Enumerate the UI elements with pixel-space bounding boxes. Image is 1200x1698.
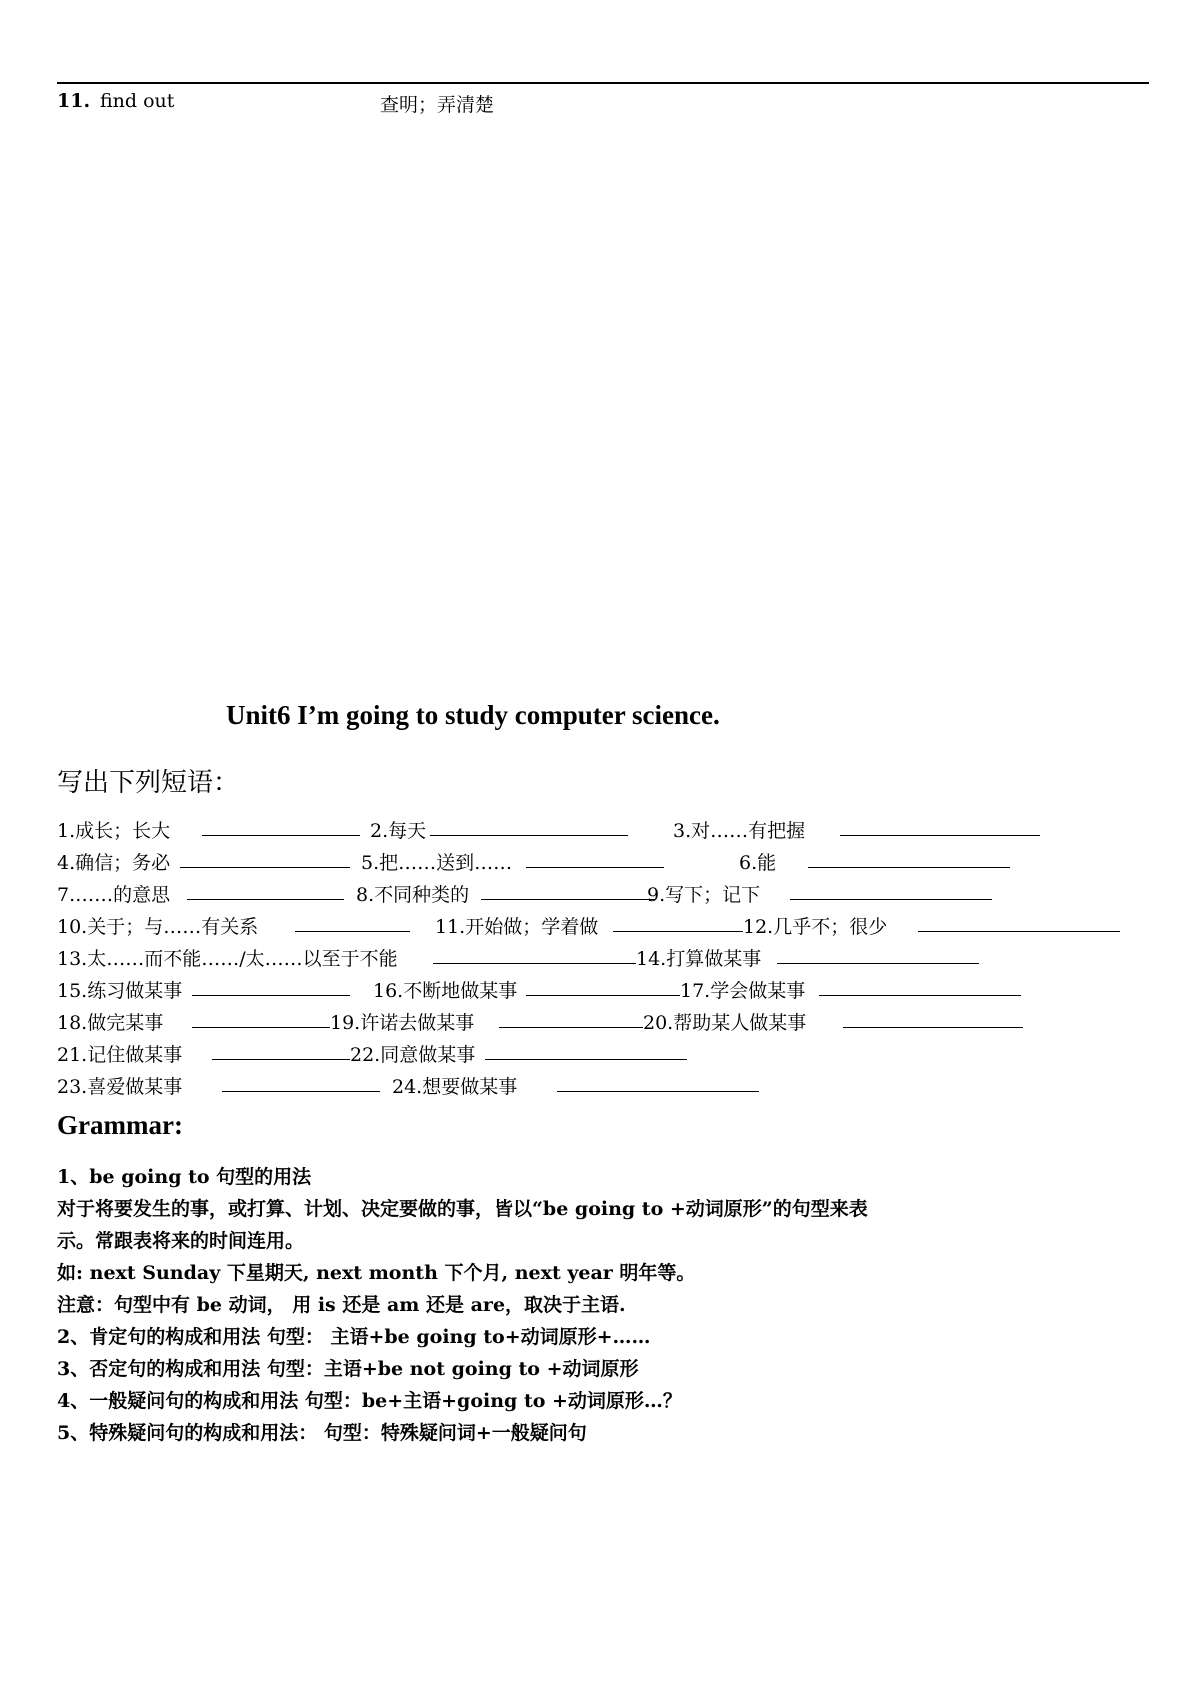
answer-blank[interactable]	[433, 944, 636, 964]
grammar-line: 2、肯定句的构成和用法 句型： 主语+be going to+动词原形+……	[57, 1326, 651, 1348]
grammar-line: 3、否定句的构成和用法 句型：主语+be not going to +动词原形	[57, 1358, 639, 1380]
phrase-prompt: 19.许诺去做某事	[330, 1012, 475, 1034]
phrase-prompt: 6.能	[739, 852, 777, 874]
phrase-prompt: 11.开始做；学着做	[435, 916, 599, 938]
phrase-prompt: 20.帮助某人做某事	[643, 1012, 807, 1034]
unit-title: Unit6 I’m going to study computer science.	[226, 700, 720, 730]
answer-blank[interactable]	[192, 1008, 330, 1028]
grammar-line: 5、特殊疑问句的构成和用法： 句型：特殊疑问词+一般疑问句	[57, 1422, 587, 1444]
item-number: 11.	[57, 90, 91, 112]
grammar-line: 注意：句型中有 be 动词， 用 is 还是 am 还是 are，取决于主语.	[57, 1294, 626, 1316]
phrase-prompt: 14.打算做某事	[636, 948, 762, 970]
phrase-prompt: 24.想要做某事	[392, 1076, 518, 1098]
phrase-prompt: 9.写下；记下	[647, 884, 761, 906]
answer-blank[interactable]	[840, 816, 1040, 836]
answer-blank[interactable]	[777, 944, 979, 964]
answer-blank[interactable]	[843, 1008, 1023, 1028]
item-phrase: find out	[100, 90, 175, 112]
answer-blank[interactable]	[212, 1040, 350, 1060]
phrase-prompt: 23.喜爱做某事	[57, 1076, 183, 1098]
answer-blank[interactable]	[790, 880, 992, 900]
phrase-prompt: 12.几乎不；很少	[743, 916, 888, 938]
phrase-prompt: 5.把……送到……	[361, 852, 513, 874]
answer-blank[interactable]	[557, 1072, 759, 1092]
answer-blank[interactable]	[499, 1008, 643, 1028]
answer-blank[interactable]	[430, 816, 628, 836]
phrase-prompt: 8.不同种类的	[356, 884, 470, 906]
top-rule	[57, 82, 1149, 84]
answer-blank[interactable]	[613, 912, 743, 932]
phrase-prompt: 22.同意做某事	[350, 1044, 476, 1066]
grammar-line: 如: next Sunday 下星期天, next month 下个月, next year 明年等。	[57, 1262, 696, 1284]
item-meaning: 查明；弄清楚	[380, 94, 495, 116]
phrase-prompt: 16.不断地做某事	[373, 980, 518, 1002]
phrase-prompt: 13.太……而不能……/太……以至于不能	[57, 948, 398, 970]
grammar-line: 1、be going to 句型的用法	[57, 1166, 312, 1188]
grammar-line: 示。常跟表将来的时间连用。	[57, 1230, 305, 1252]
answer-blank[interactable]	[526, 976, 680, 996]
phrase-prompt: 3.对……有把握	[673, 820, 806, 842]
answer-blank[interactable]	[819, 976, 1021, 996]
grammar-line: 对于将要发生的事，或打算、计划、决定要做的事，皆以“be going to +动词原形”的句型来表	[57, 1198, 868, 1220]
answer-blank[interactable]	[485, 1040, 687, 1060]
phrase-prompt: 4.确信；务必	[57, 852, 171, 874]
phrase-prompt: 21.记住做某事	[57, 1044, 183, 1066]
answer-blank[interactable]	[202, 816, 360, 836]
answer-blank[interactable]	[180, 848, 350, 868]
answer-blank[interactable]	[808, 848, 1010, 868]
phrase-prompt: 18.做完某事	[57, 1012, 164, 1034]
answer-blank[interactable]	[481, 880, 655, 900]
phrase-prompt: 15.练习做某事	[57, 980, 183, 1002]
answer-blank[interactable]	[192, 976, 350, 996]
phrase-prompt: 17.学会做某事	[680, 980, 806, 1002]
grammar-title: Grammar:	[57, 1110, 183, 1140]
answer-blank[interactable]	[918, 912, 1120, 932]
section-heading: 写出下列短语：	[57, 768, 240, 798]
answer-blank[interactable]	[526, 848, 664, 868]
phrase-prompt: 2.每天	[370, 820, 427, 842]
phrase-prompt: 10.关于；与……有关系	[57, 916, 259, 938]
grammar-line: 4、一般疑问句的构成和用法 句型：be+主语+going to +动词原形…？	[57, 1390, 682, 1412]
answer-blank[interactable]	[187, 880, 344, 900]
phrase-prompt: 7.……的意思	[57, 884, 171, 906]
phrase-prompt: 1.成长；长大	[57, 820, 171, 842]
answer-blank[interactable]	[222, 1072, 380, 1092]
answer-blank[interactable]	[295, 912, 410, 932]
